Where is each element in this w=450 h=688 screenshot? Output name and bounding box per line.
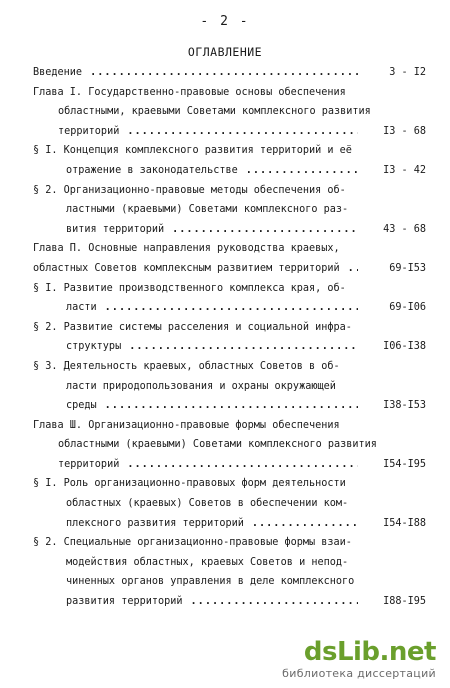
- toc-entry-label: структуры: [66, 341, 122, 353]
- toc-entry-section-1-1[interactable]: [33, 141, 428, 180]
- toc-entry-line: § 2. Развитие системы расселения и социальной инфра-: [33, 321, 352, 333]
- toc-entry-line: чиненных органов управления в деле комплексного: [66, 576, 355, 588]
- toc-entry-label: ласти: [66, 302, 97, 314]
- toc-entry-line: областными, краевыми Советами комплексного развития: [58, 106, 371, 118]
- toc-entry-line: областными (краевыми) Советами комплексного развития: [58, 439, 377, 451]
- leader-dots: [172, 220, 358, 240]
- toc-entry-section-2-1[interactable]: [33, 279, 428, 318]
- leader-dots: [105, 298, 358, 318]
- toc-entry-pages: I88-I95: [383, 596, 426, 608]
- toc-entry-label: вития территорий: [66, 223, 165, 235]
- page-number: - 2 -: [200, 14, 250, 29]
- toc-entry-line: § I. Роль организационно-правовых форм деятельности: [33, 478, 346, 490]
- toc-entry-label: развития территорий: [66, 596, 183, 608]
- toc-entry-chapter-3[interactable]: [33, 416, 428, 475]
- toc-entry-line: Глава Ш. Организационно-правовые формы обеспечения: [33, 419, 340, 431]
- toc-entry-pages: I3 - 68: [383, 125, 426, 137]
- leader-dots: [348, 259, 358, 279]
- toc-entry-chapter-2[interactable]: [33, 239, 428, 278]
- toc-entry-line: § I. Концепция комплексного развития территорий и её: [33, 145, 352, 157]
- leader-dots: [105, 396, 358, 416]
- leader-dots: [246, 161, 358, 181]
- toc-entry-pages: I54-I88: [383, 517, 426, 529]
- toc-entry-section-2-2[interactable]: [33, 318, 428, 357]
- toc-entry-label: отражение в законодательстве: [66, 164, 238, 176]
- toc-entry-chapter-1[interactable]: [33, 83, 428, 142]
- leader-dots: [191, 592, 358, 612]
- leader-dots: [129, 337, 358, 357]
- toc-entry-line: модействия областных, краевых Советов и непод-: [66, 556, 349, 568]
- toc-entry-introduction[interactable]: [33, 63, 428, 83]
- leader-dots: [252, 514, 358, 534]
- toc-entry-pages: 43 - 68: [383, 223, 426, 235]
- toc-entry-line: ластными (краевыми) Советами комплексного раз-: [66, 204, 349, 216]
- leader-dots: [127, 122, 358, 142]
- toc-entry-pages: I54-I95: [383, 458, 426, 470]
- toc-entry-pages: I3 - 42: [383, 164, 426, 176]
- dslib-logo: dsLib.net: [303, 637, 436, 667]
- toc-entry-label: Введение: [33, 67, 83, 78]
- toc-entry-line: § 2. Организационно-правовые методы обеспечения об-: [33, 184, 346, 196]
- toc-entry-pages: 69-I06: [389, 302, 426, 314]
- toc-entry-pages: 69-I53: [389, 262, 426, 274]
- toc-entry-section-2-3[interactable]: [33, 357, 428, 416]
- toc-entry-section-1-2[interactable]: [33, 181, 428, 240]
- toc-entry-label: территорий: [58, 125, 120, 137]
- toc-entry-label: областных Советов комплексным развитием территорий: [33, 262, 340, 274]
- toc-title: ОГЛАВЛЕНИЕ: [187, 45, 263, 59]
- toc-entry-pages: I38-I53: [383, 400, 426, 412]
- toc-entry-pages: 3 - I2: [389, 67, 426, 78]
- toc-entry-label: среды: [66, 400, 97, 412]
- toc-entry-line: ласти природопользования и охраны окружающей: [66, 380, 336, 392]
- toc-entry-pages: I06-I38: [383, 341, 426, 353]
- dslib-watermark: [282, 639, 436, 680]
- toc-entry-line: § I. Развитие производственного комплекса края, об-: [33, 282, 346, 294]
- toc-entry-line: областных (краевых) Советов в обеспечении ком-: [66, 498, 349, 510]
- table-of-contents: [33, 63, 428, 612]
- toc-entry-line: Глава I. Государственно-правовые основы обеспечения: [33, 86, 346, 98]
- toc-entry-line: § 3. Деятельность краевых, областных Советов в об-: [33, 360, 340, 372]
- leader-dots: [127, 455, 358, 475]
- toc-entry-line: Глава П. Основные направления руководства краевых,: [33, 243, 340, 255]
- toc-entry-label: плексного развития территорий: [66, 517, 244, 529]
- toc-entry-label: территорий: [58, 458, 120, 470]
- toc-entry-section-3-1[interactable]: [33, 474, 428, 533]
- leader-dots: [90, 63, 358, 83]
- toc-entry-line: § 2. Специальные организационно-правовые формы взаи-: [33, 537, 352, 549]
- toc-entry-section-3-2[interactable]: [33, 533, 428, 611]
- dslib-subtitle: библиотека диссертаций: [282, 667, 436, 680]
